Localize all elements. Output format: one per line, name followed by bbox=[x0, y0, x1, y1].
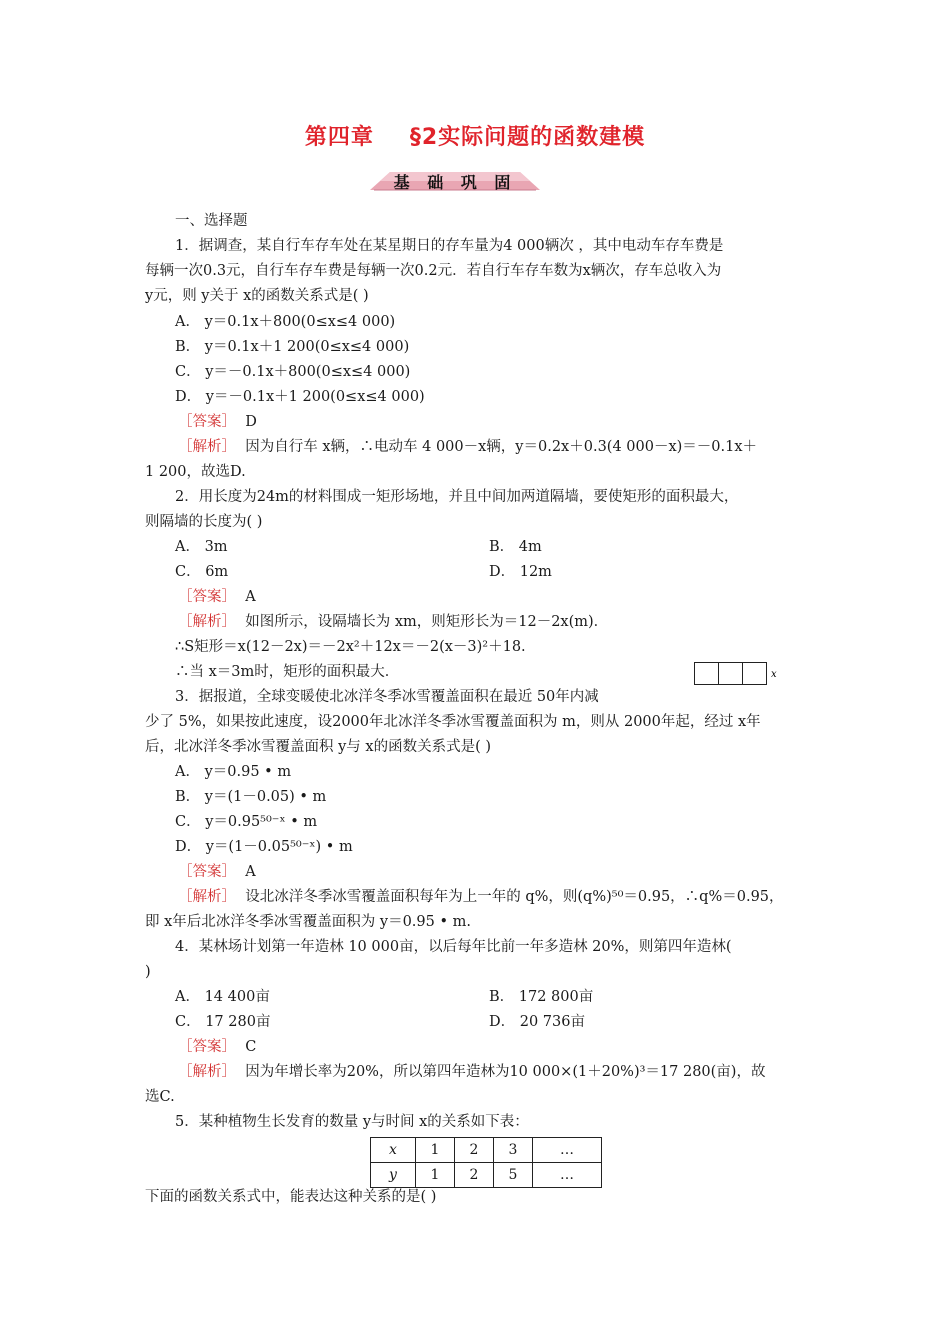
answer-value: C bbox=[245, 1039, 257, 1055]
analysis-text: 设北冰洋冬季冰雪覆盖面积每年为上一年的 q%，则(q%)⁵⁰＝0.95，∴q%＝0.95， bbox=[245, 889, 784, 905]
diagram-x-label: x bbox=[771, 669, 777, 680]
option: D． y＝(1－0.05⁵⁰⁻ˣ) • m bbox=[175, 839, 353, 855]
data-table bbox=[370, 1137, 602, 1188]
option: C． 17 280亩 bbox=[175, 1014, 271, 1030]
option: B． 4m bbox=[489, 539, 542, 555]
text-line: 则隔墙的长度为( ) bbox=[145, 514, 263, 530]
text-line: 每辆一次0.3元，自行车存车费是每辆一次0.2元．若自行车存车数为x辆次，存车总收入为 bbox=[145, 263, 722, 279]
table-cell: 3 bbox=[494, 1138, 533, 1163]
text-line: y元，则 y关于 x的函数关系式是( ) bbox=[145, 288, 369, 304]
option: B． y＝(1－0.05) • m bbox=[175, 789, 327, 805]
table-cell: … bbox=[533, 1138, 602, 1163]
analysis-tag: ［解析］ bbox=[178, 439, 236, 455]
table-cell: … bbox=[533, 1163, 602, 1188]
banner-text: 基 础 巩 固 bbox=[393, 173, 517, 192]
rectangle-diagram bbox=[694, 662, 784, 692]
option: C． 6m bbox=[175, 564, 229, 580]
analysis-tag: ［解析］ bbox=[178, 889, 236, 905]
table-cell: 2 bbox=[455, 1163, 494, 1188]
analysis-text: 因为年增长率为20%，所以第四年造林为10 000×(1＋20%)³＝17 280(亩)，故 bbox=[245, 1064, 766, 1080]
option: A． y＝0.1x＋800(0≤x≤4 000) bbox=[175, 314, 396, 330]
answer-value: A bbox=[245, 864, 256, 880]
option: A． 3m bbox=[175, 539, 228, 555]
chapter-label: 第四章 bbox=[304, 125, 374, 150]
option: B． 172 800亩 bbox=[489, 989, 594, 1005]
section-label: §2实际问题的函数建模 bbox=[409, 125, 646, 150]
table-cell: 2 bbox=[455, 1138, 494, 1163]
text-line: 1 200，故选D. bbox=[145, 464, 246, 480]
option: A． y＝0.95 • m bbox=[175, 764, 292, 780]
option: C． y＝0.95⁵⁰⁻ˣ • m bbox=[175, 814, 318, 830]
analysis-tag: ［解析］ bbox=[178, 614, 236, 630]
analysis-line bbox=[178, 887, 784, 907]
question-2: 2．用长度为24m的材料围成一矩形场地，并且中间加两道隔墙，要使矩形的面积最大， bbox=[175, 489, 739, 505]
answer-tag: ［答案］ bbox=[178, 414, 236, 430]
option: A． 14 400亩 bbox=[175, 989, 270, 1005]
table-cell: 1 bbox=[416, 1138, 455, 1163]
answer-tag: ［答案］ bbox=[178, 864, 236, 880]
option: D． 20 736亩 bbox=[489, 1014, 585, 1030]
question-4: 4．某林场计划第一年造林 10 000亩，以后每年比前一年多造林 20%，则第四年造林( bbox=[175, 939, 732, 955]
text-line: 即 x年后北冰洋冬季冰雪覆盖面积为 y＝0.95 • m. bbox=[145, 914, 472, 930]
table-cell: 1 bbox=[416, 1163, 455, 1188]
answer-line bbox=[178, 587, 256, 607]
text-line: 下面的函数关系式中，能表达这种关系的是( ) bbox=[145, 1189, 437, 1205]
partitioned-rectangle-figure bbox=[694, 662, 784, 688]
answer-line bbox=[178, 862, 256, 882]
text-line: 一、选择题 bbox=[175, 213, 248, 229]
section-banner bbox=[370, 168, 540, 194]
text-line: 少了 5%，如果按此速度，设2000年北冰洋冬季冰雪覆盖面积为 m，则从 2000年起，经过 x年 bbox=[145, 714, 761, 730]
answer-line bbox=[178, 1037, 256, 1057]
option: B． y＝0.1x＋1 200(0≤x≤4 000) bbox=[175, 339, 410, 355]
option: D． 12m bbox=[489, 564, 552, 580]
question-1: 1．据调查，某自行车存车处在某星期日的存车量为4 000辆次 ，其中电动车存车费是 bbox=[175, 238, 724, 254]
table-cell: x bbox=[371, 1138, 416, 1163]
table-row bbox=[371, 1163, 602, 1188]
analysis-line bbox=[178, 1062, 765, 1082]
answer-line bbox=[178, 412, 257, 432]
question-3: 3．据报道，全球变暖使北冰洋冬季冰雪覆盖面积在最近 50年内减 bbox=[175, 689, 599, 705]
analysis-tag: ［解析］ bbox=[178, 1064, 236, 1080]
option: D． y＝－0.1x＋1 200(0≤x≤4 000) bbox=[175, 389, 425, 405]
question-5: 5．某种植物生长发育的数量 y与时间 x的关系如下表： bbox=[175, 1114, 529, 1130]
analysis-text: 如图所示，设隔墙长为 xm，则矩形长为＝12－2x(m)． bbox=[245, 614, 609, 630]
answer-tag: ［答案］ bbox=[178, 589, 236, 605]
answer-tag: ［答案］ bbox=[178, 1039, 236, 1055]
answer-value: A bbox=[245, 589, 256, 605]
analysis-line bbox=[178, 612, 608, 632]
table-row bbox=[371, 1138, 602, 1163]
text-line: 后，北冰洋冬季冰雪覆盖面积 y与 x的函数关系式是( ) bbox=[145, 739, 492, 755]
text-line: 选C. bbox=[145, 1089, 175, 1105]
table-cell: y bbox=[371, 1163, 416, 1188]
table-cell: 5 bbox=[494, 1163, 533, 1188]
answer-value: D bbox=[245, 414, 257, 430]
analysis-text: 因为自行车 x辆，∴电动车 4 000－x辆，y＝0.2x＋0.3(4 000－x)＝－0.1x＋ bbox=[245, 439, 758, 455]
text-line: ∴当 x＝3m时，矩形的面积最大． bbox=[175, 664, 400, 680]
analysis-line bbox=[178, 437, 757, 457]
text-line: ∴S矩形＝x(12－2x)＝－2x²＋12x＝－2(x－3)²＋18. bbox=[175, 639, 526, 655]
page-title bbox=[0, 120, 950, 151]
option: C． y＝－0.1x＋800(0≤x≤4 000) bbox=[175, 364, 411, 380]
text-line: ) bbox=[145, 964, 151, 980]
